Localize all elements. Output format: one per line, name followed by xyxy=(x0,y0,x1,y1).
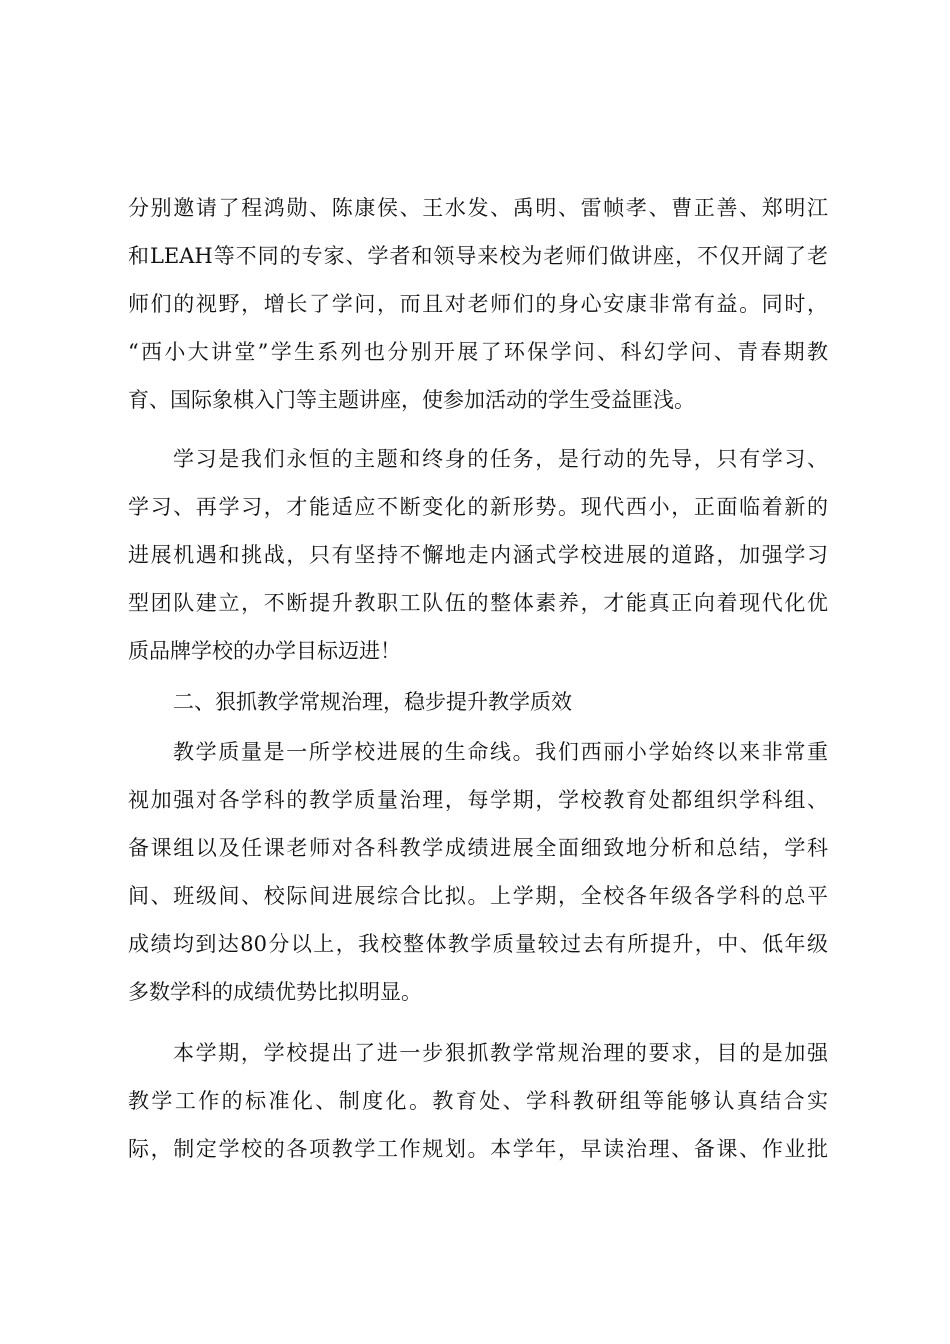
paragraph-line: 教学工作的标准化、制度化。教育处、学科教研组等能够认真结合实 xyxy=(128,1089,828,1113)
paragraph-line: 质品牌学校的办学目标迈进！ xyxy=(128,639,401,663)
section-heading: 二、狠抓教学常规治理，稳步提升教学质效 xyxy=(173,690,572,714)
paragraph-line: 备课组以及任课老师对各科教学成绩进展全面细致地分析和总结，学科 xyxy=(128,836,828,860)
paragraph-line: 育、国际象棋入门等主题讲座，使参加活动的学生受益匪浅。 xyxy=(128,388,695,412)
paragraph-line: 本学期，学校提出了进一步狠抓教学常规治理的要求，目的是加强 xyxy=(173,1041,828,1065)
paragraph-line: 和LEAH等不同的专家、学者和领导来校为老师们做讲座，不仅开阔了老 xyxy=(128,244,828,268)
paragraph-line: 际，制定学校的各项教学工作规划。本学年，早读治理、备课、作业批 xyxy=(128,1137,828,1161)
paragraph-line: 进展机遇和挑战，只有坚持不懈地走内涵式学校进展的道路，加强学习 xyxy=(128,543,828,567)
paragraph-line: 多数学科的成绩优势比拟明显。 xyxy=(128,980,422,1004)
paragraph-line: 成绩均到达80分以上，我校整体教学质量较过去有所提升，中、低年级 xyxy=(128,932,828,956)
paragraph-line: 分别邀请了程鸿勋、陈康侯、王水发、禹明、雷帧孝、曹正善、郑明江 xyxy=(128,196,828,220)
paragraph-line: 师们的视野，增长了学问，而且对老师们的身心安康非常有益。同时， xyxy=(128,292,828,316)
paragraph-line: 教学质量是一所学校进展的生命线。我们西丽小学始终以来非常重 xyxy=(173,740,828,764)
paragraph-line: 间、班级间、校际间进展综合比拟。上学期，全校各年级各学科的总平 xyxy=(128,884,828,908)
paragraph-line: 型团队建立，不断提升教职工队伍的整体素养，才能真正向着现代化优 xyxy=(128,591,828,615)
paragraph-line: 视加强对各学科的教学质量治理，每学期，学校教育处都组织学科组、 xyxy=(128,788,828,812)
paragraph-line: 学习是我们永恒的主题和终身的任务，是行动的先导，只有学习、 xyxy=(173,447,828,471)
paragraph-line: “西小大讲堂”学生系列也分别开展了环保学问、科幻学问、青春期教 xyxy=(128,340,828,364)
paragraph-line: 学习、再学习，才能适应不断变化的新形势。现代西小，正面临着新的 xyxy=(128,495,828,519)
